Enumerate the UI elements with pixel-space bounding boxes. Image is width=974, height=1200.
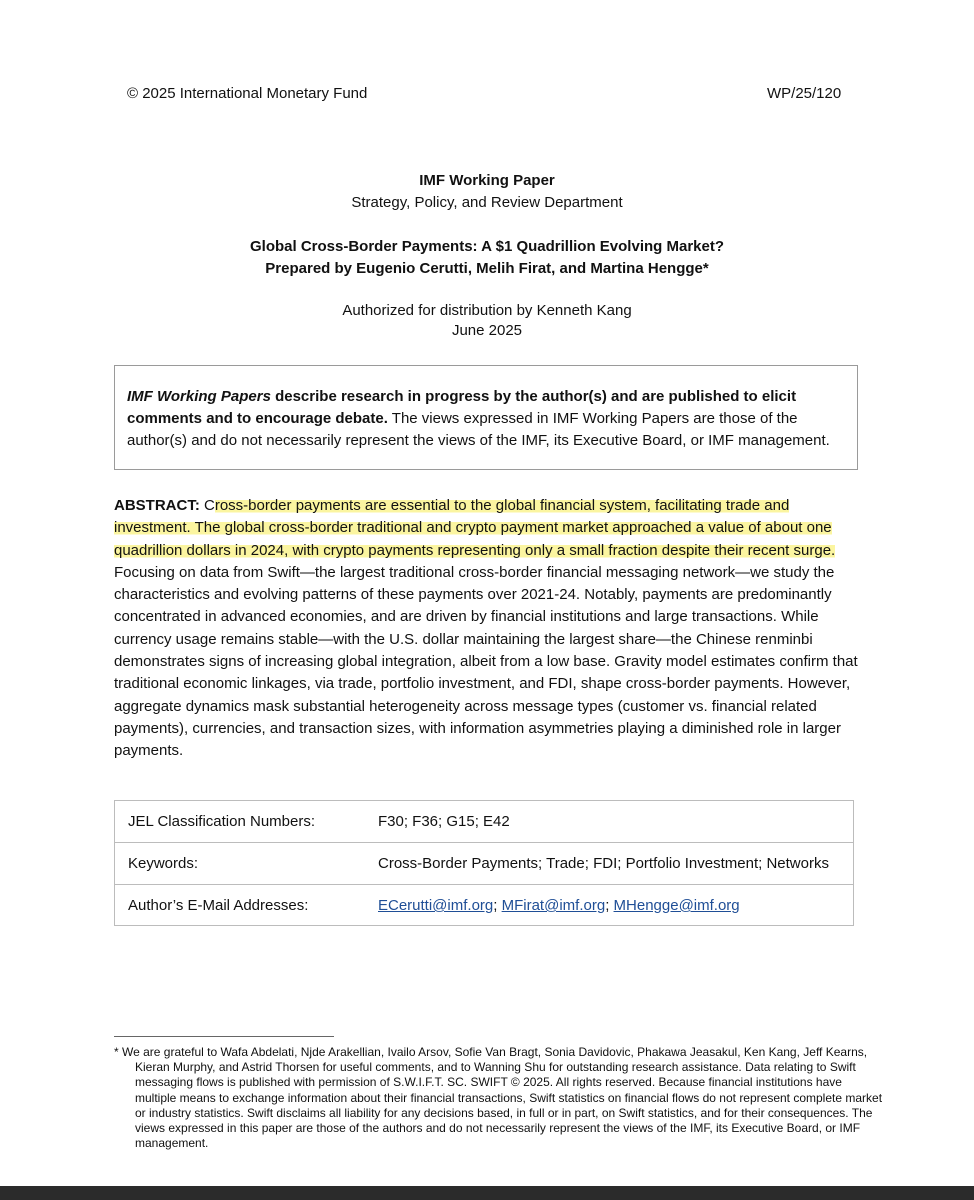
email-list	[378, 897, 740, 914]
publication-date: June 2025	[451, 322, 523, 339]
jel-row	[115, 801, 853, 843]
footnote-divider	[114, 1036, 334, 1037]
abstract-body-text: Focusing on data from Swift—the largest traditional cross-border financial messaging network—we study the characteristics and evolving patterns of these payments over 2021-24. Notably, payments are predominantly concentrated in advanced economies, and are driven by financial institutions and large transactions. While currency usage remains stable—with the U.S. dollar maintaining the largest share—the Chinese renminbi demonstrates signs of increasing global integration, albeit from a low base. Gravity model estimates confirm that traditional economic linkages, via trade, portfolio investment, and FDI, shape cross-border payments. However, aggregate dynamics mask substantial heterogeneity across message types (customer vs. financial related payments), currencies, and transaction sizes, with information asymmetries playing a diminished role in larger payments.	[114, 563, 858, 760]
series-title: IMF Working Paper	[419, 172, 555, 189]
email-label: Author’s E-Mail Addresses:	[128, 897, 309, 914]
abstract-highlighted-text: ross-border payments are essential to the global financial system, facilitating trade and investment. The global cross-border traditional and crypto payment market approached a value of about one quadrillion dollars in 2024, with crypto payments representing only a small fraction despite their recent surge.	[114, 497, 836, 559]
acknowledgements-footnote: * We are grateful to Wafa Abdelati, Njde Arakellian, Ivailo Arsov, Sofie Van Bragt, Sonia Davidovic, Phakawa Jeasakul, Ken Kang, Jeff Kearns, Kieran Murphy, and Astrid Thorsen for useful comments, and to Wanning Shu for outstanding research assistance. Data relating to Swift messaging flows is published with permission of S.W.I.F.T. SC. SWIFT © 2025. All rights reserved. Because financial institutions have multiple means to exchange information about their financial transactions, Swift statistics on financial flows do not represent complete market or industry statistics. Swift disclaims all liability for any decisions based, in full or in part, on Swift statistics, and for their consequences. The views expressed in this paper are those of the authors and do not necessarily represent the views of the IMF, its Executive Board, or IMF management.	[114, 1045, 883, 1151]
keywords-row	[115, 842, 853, 885]
email-row	[115, 884, 853, 927]
abstract-paragraph	[114, 495, 860, 763]
email-link-hengge[interactable]: MHengge@imf.org	[613, 897, 740, 914]
disclaimer-text	[127, 386, 852, 452]
authorized-by: Authorized for distribution by Kenneth Kang	[342, 302, 632, 319]
email-separator: ;	[493, 897, 502, 914]
window-bottom-edge	[0, 1186, 974, 1200]
metadata-table	[114, 800, 854, 926]
keywords-value: Cross-Border Payments; Trade; FDI; Portfolio Investment; Networks	[378, 855, 829, 872]
jel-label: JEL Classification Numbers:	[128, 813, 316, 830]
abstract-first-letter: C	[199, 497, 215, 514]
email-link-cerutti[interactable]: ECerutti@imf.org	[378, 897, 494, 914]
email-link-firat[interactable]: MFirat@imf.org	[501, 897, 606, 914]
disclaimer-series-name: IMF Working Papers	[127, 388, 271, 405]
department-name: Strategy, Policy, and Review Department	[351, 194, 623, 211]
email-separator: ;	[605, 897, 614, 914]
paper-number: WP/25/120	[767, 85, 842, 102]
authors-line: Prepared by Eugenio Cerutti, Melih Firat, and Martina Hengge*	[265, 260, 709, 277]
disclaimer-bold-text: describe research in progress by the author(s) and are published to elicit comments and to encourage debate.	[127, 388, 797, 427]
abstract-label: ABSTRACT:	[114, 497, 200, 514]
copyright-notice: © 2025 International Monetary Fund	[127, 85, 368, 102]
disclaimer-normal-text: The views expressed in IMF Working Papers are those of the author(s) and do not necessarily represent the views of the IMF, its Executive Board, or IMF management.	[127, 410, 830, 449]
paper-title: Global Cross-Border Payments: A $1 Quadrillion Evolving Market?	[250, 238, 724, 255]
jel-value: F30; F36; G15; E42	[378, 813, 510, 830]
keywords-label: Keywords:	[128, 855, 199, 872]
